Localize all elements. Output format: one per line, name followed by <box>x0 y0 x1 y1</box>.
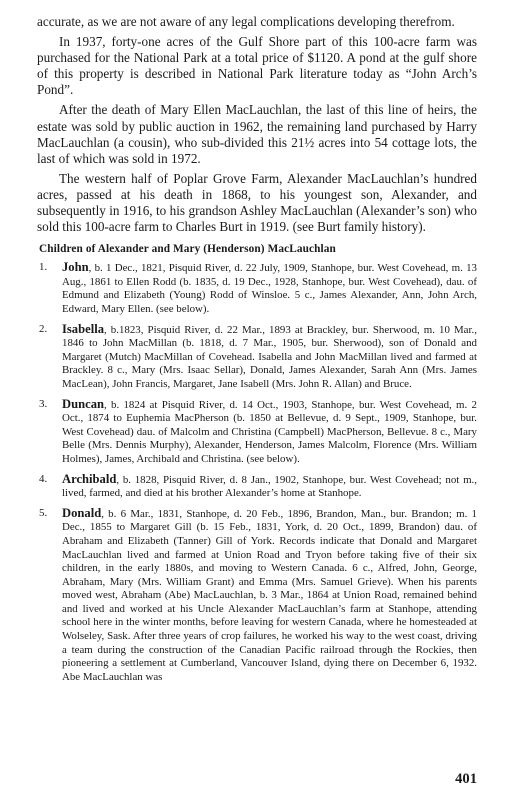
child-entry-isabella <box>37 323 477 392</box>
child-details: , b.1823, Pisquid River, d. 22 Mar., 1893 at Brackley, bur. Sherwood, m. 10 Mar., 1846 to John MacMillan (b. 1818, d. 7 Mar., 1905, bur. Sherwood), son of Donald and Margaret (Mutch) MacMillan of Covehead. Isabella and John MacMillan lived and farmed at Brackley. 8 c., Mary (Mrs. Isaac Sellar), Donald, James Alexander, Sarah Ann (Mrs. James MacLean), John Francis, Margaret, Jane Isabell (Mrs. John R. Allan) and Bruce. <box>62 323 477 390</box>
child-name: Isabella <box>62 321 104 336</box>
child-name: Duncan <box>62 396 104 411</box>
children-section-heading: Children of Alexander and Mary (Henderson) MacLauchlan <box>39 243 336 256</box>
paragraph-national-park: In 1937, forty-one acres of the Gulf Shore part of this 100-acre farm was purchased for the National Park at a total price of $1120. A pond at the gulf shore of this property is described in National Park literature today as “John Arch’s Pond”. <box>37 34 477 98</box>
entry-number: 5. <box>39 506 48 519</box>
page-number: 401 <box>455 771 477 787</box>
child-name: Donald <box>62 505 102 520</box>
entry-number: 4. <box>39 472 48 485</box>
child-details: , b. 6 Mar., 1831, Stanhope, d. 20 Feb., 1896, Brandon, Man., bur. Brandon; m. 1 Dec., 1855 to Margaret Gill (b. 15 Feb., 1831, York, d. 20 Oct., 1899, Brandon) dau. of Abraham and Elizabeth (Tanner) Gill of York. Records indicate that Donald and Margaret MacLauchlan lived and farmed at Union Road and Tryon before taking five of their six children, in the early 1880s, and moving to Western Canada. 6 c., Alfred, John, George, Abraham, Mary (Mrs. William Grant) and Emma (Mrs. Samuel Grieve). When his parents moved west, Abraham (Abe) MacLauchlan, b. 3 Mar., 1864 at Union Road, remained behind and lived and worked at his Uncle Alexander MacLauchlan’s farm at Stanhope, attending school here in the winter months, before leaving for western Canada, where he homesteaded at Wolseley, Sask. After three years of crop failures, he worked his way to the west coast, driving a team during the construction of the Canadian Pacific railroad through the Rockies, then pioneering a settlement at Cumberland, Vancouver Island, dying there on December 6, 1932. Abe MacLauchlan was <box>62 507 477 683</box>
child-details: , b. 1 Dec., 1821, Pisquid River, d. 22 July, 1909, Stanhope, bur. West Covehead, m. 13 Aug., 1861 to Ellen Rodd (b. 1835, d. 19 Dec., 1928, Stanhope, bur. West Covehead), dau. of Edmund and Elizabeth (Young) Rodd of Winsloe. 5 c., James Alexander, Ann, John Arch, Edward, Mary Ellen. (see below). <box>62 262 477 315</box>
children-list <box>37 261 477 684</box>
entry-number: 3. <box>39 397 48 410</box>
child-details: , b. 1828, Pisquid River, d. 8 Jan., 1902, Stanhope, bur. West Covehead; not m., lived, farmed, and died at his brother Alexander’s home at Stanhope. <box>62 473 477 500</box>
paragraph-poplar-grove: The western half of Poplar Grove Farm, Alexander MacLauchlan’s hundred acres, passed at his death in 1868, to his youngest son, Alexander, and subsequently in 1916, to his grandson Ashley MacLauchlan (Alexander’s son) who sold this 100-acre farm to Charles Burt in 1919. (see Burt family history). <box>37 170 477 235</box>
child-entry-donald <box>37 507 477 685</box>
paragraph-continuation: accurate, as we are not aware of any legal complications developing therefrom. <box>37 14 455 29</box>
child-entry-john <box>37 261 477 316</box>
child-name: Archibald <box>62 471 117 486</box>
entry-number: 2. <box>39 322 48 335</box>
child-entry-duncan <box>37 398 477 467</box>
entry-number: 1. <box>39 261 48 274</box>
child-details: , b. 1824 at Pisquid River, d. 14 Oct., 1903, Stanhope, bur. West Covehead, m. 2 Oct., 1874 to Euphemia MacPherson (b. 1850 at Bellevue, d. 9 Sept., 1909, Stanhope, bur. West Covehead) dau. of Malcolm and Christina (Campbell) MacPherson, Bellevue. 8 c., Mary Belle (Mrs. Dennis Murphy), Alexander, Henderson, James Malcolm, Florence (Mrs. William Holmes), James, Archibald and Christina. (see below). <box>62 398 477 465</box>
child-name: John <box>62 260 89 275</box>
paragraph-auction: After the death of Mary Ellen MacLauchlan, the last of this line of heirs, the estate was sold by public auction in 1962, the remaining land purchased by Harry MacLauchlan (a cousin), who sub-divided this 21½ acres into 54 cottage lots, the last of which was sold in 1972. <box>37 102 477 166</box>
child-entry-archibald <box>37 473 477 501</box>
